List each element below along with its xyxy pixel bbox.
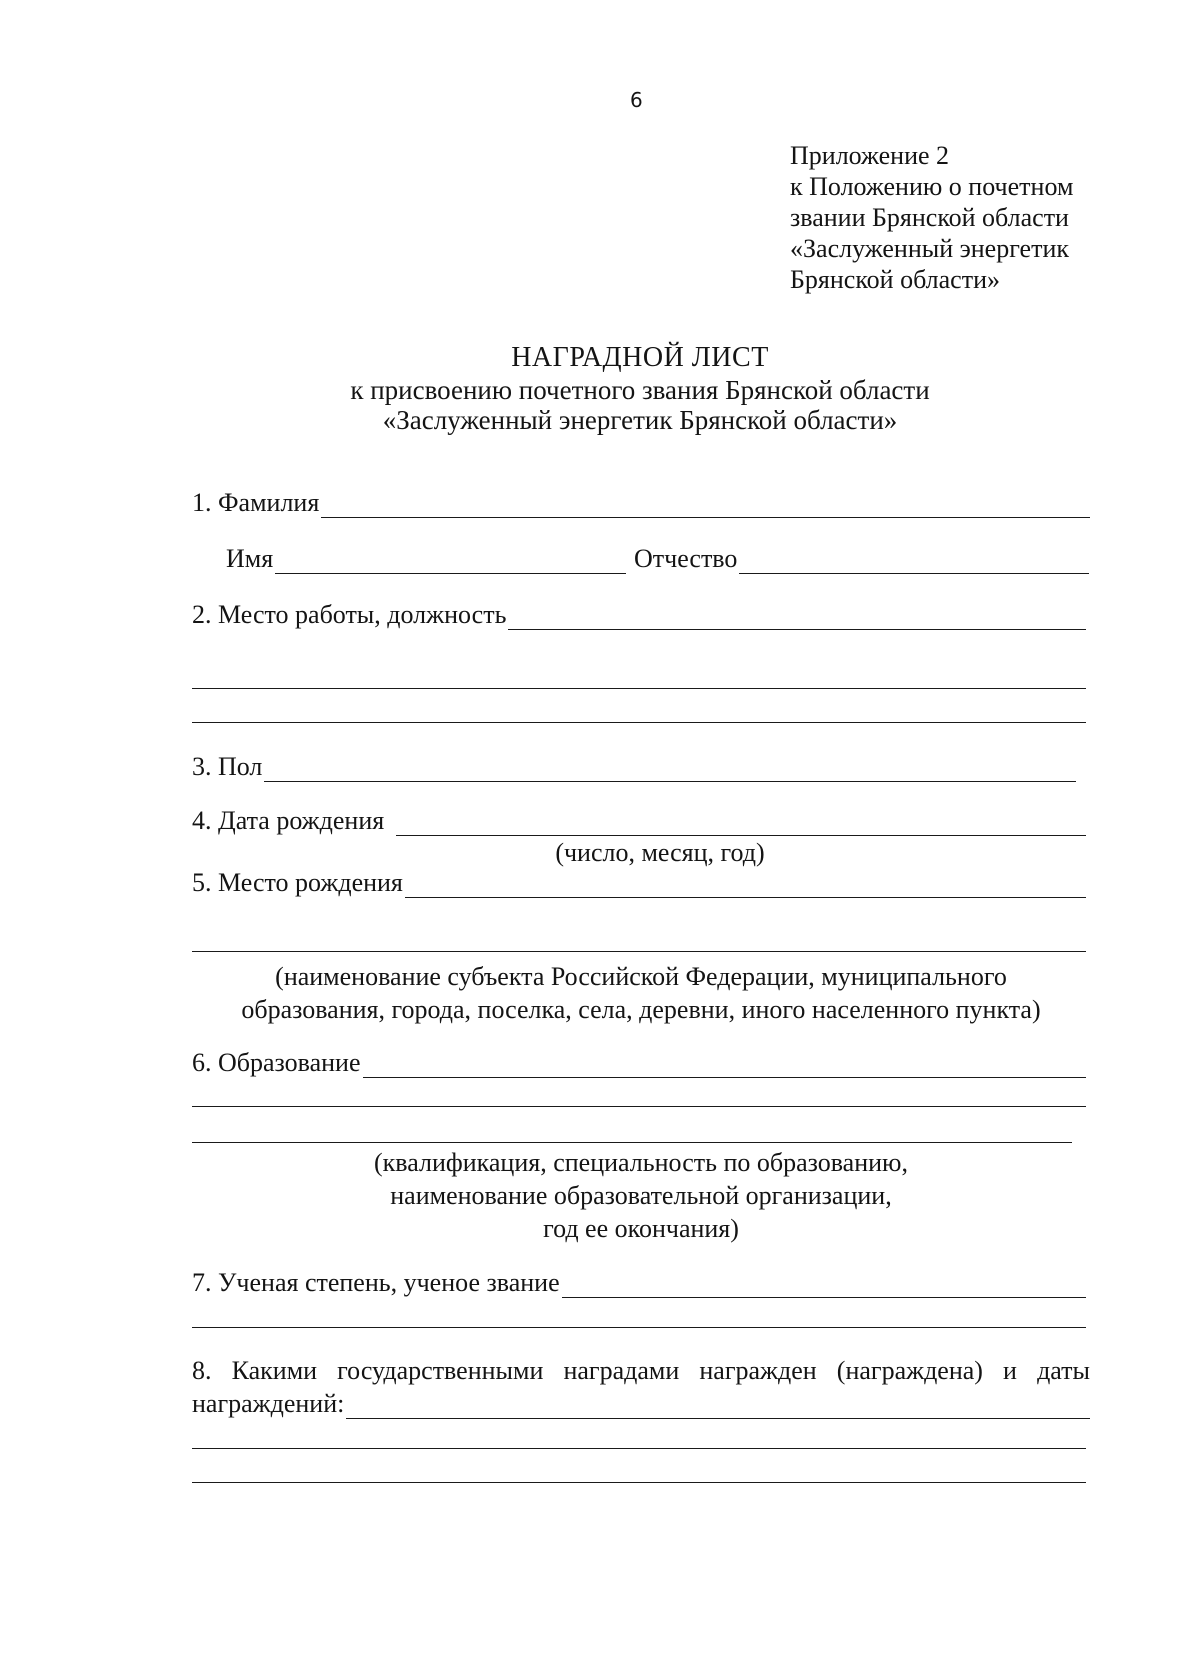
field-degree-label: 7. Ученая степень, ученое звание (192, 1268, 560, 1297)
awards-extra-line[interactable] (192, 1448, 1086, 1449)
birth-place-extra-line[interactable] (192, 951, 1086, 952)
field-birth-date-label: 4. Дата рождения (192, 806, 385, 835)
workplace-extra-line[interactable] (192, 688, 1086, 689)
document-title-block (190, 343, 1090, 435)
document-subtitle: к присвоению почетного звания Брянской области (350, 375, 930, 405)
field-workplace-label: 2. Место работы, должность (192, 600, 507, 629)
education-input-line[interactable] (363, 1053, 1086, 1078)
field-name-label: Имя (226, 544, 274, 573)
field-sex (192, 752, 1076, 782)
field-degree (192, 1268, 1086, 1298)
field-awards-label: 8. Какими государственными наградами награжден (награждена) и даты (192, 1356, 1090, 1385)
education-hint-line: (квалификация, специальность по образованию, (374, 1148, 908, 1177)
field-patronymic-label: Отчество (634, 544, 738, 573)
field-name (226, 544, 626, 574)
birth-place-hint-line: образования, города, поселка, села, деревни, иного населенного пункта) (241, 995, 1041, 1024)
document-subtitle-name: «Заслуженный энергетик Брянской области» (382, 405, 898, 435)
education-extra-line[interactable] (192, 1106, 1086, 1107)
education-extra-line[interactable] (192, 1142, 1072, 1143)
field-patronymic (634, 544, 1089, 574)
birth-place-input-line[interactable] (405, 873, 1086, 898)
awards-input-line[interactable] (346, 1394, 1090, 1419)
patronymic-input-line[interactable] (739, 549, 1089, 574)
education-hint-line: год ее окончания) (543, 1214, 739, 1243)
education-hint-line: наименование образовательной организации, (390, 1181, 892, 1210)
surname-input-line[interactable] (321, 493, 1090, 518)
name-input-line[interactable] (275, 549, 626, 574)
field-sex-label: 3. Пол (192, 752, 263, 781)
field-surname (192, 488, 1090, 518)
sex-input-line[interactable] (264, 757, 1076, 782)
degree-extra-line[interactable] (192, 1327, 1086, 1328)
appendix-line: Приложение 2 (790, 141, 950, 170)
workplace-extra-line[interactable] (192, 722, 1086, 723)
birth-place-hint (192, 960, 1090, 1026)
appendix-line: Брянской области» (790, 265, 1000, 294)
field-education (192, 1048, 1086, 1078)
appendix-line: «Заслуженный энергетик (790, 234, 1069, 263)
document-title: НАГРАДНОЙ ЛИСТ (511, 342, 769, 373)
birth-date-hint: (число, месяц, год) (555, 838, 765, 867)
education-hint (192, 1146, 1090, 1245)
field-education-label: 6. Образование (192, 1048, 361, 1077)
workplace-input-line[interactable] (508, 605, 1086, 630)
field-workplace (192, 600, 1086, 630)
field-awards (192, 1389, 1090, 1419)
appendix-block (790, 140, 1073, 295)
birth-date-input-line[interactable] (396, 811, 1086, 836)
birth-place-hint-line: (наименование субъекта Российской Федерации, муниципального (275, 962, 1007, 991)
field-awards-label-cont: награждений: (192, 1389, 345, 1418)
field-birth-date (192, 806, 1086, 836)
appendix-line: звании Брянской области (790, 203, 1069, 232)
field-birth-place-label: 5. Место рождения (192, 868, 403, 897)
awards-extra-line[interactable] (192, 1482, 1086, 1483)
appendix-line: к Положению о почетном (790, 172, 1074, 201)
field-birth-place (192, 868, 1086, 898)
field-surname-label: 1. Фамилия (192, 488, 320, 517)
page-number: 6 (630, 88, 643, 112)
degree-input-line[interactable] (562, 1273, 1086, 1298)
